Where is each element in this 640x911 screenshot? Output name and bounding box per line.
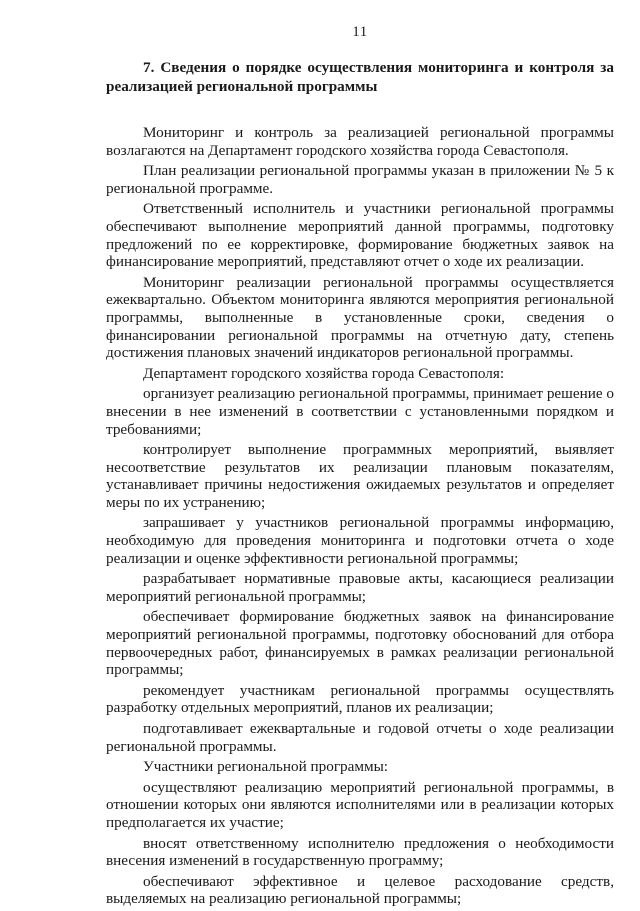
list-item-controls: контролирует выполнение программных мероприятий, выявляет несоответствие результатов их реализации плановым показателям, устанавливает причины недостижения ожидаемых результатов и определяет меры по их устранению; xyxy=(106,441,614,511)
paragraph-monitoring-responsibility: Мониторинг и контроль за реализацией региональной программы возлагаются на Департамент городского хозяйства города Севастополя. xyxy=(106,124,614,159)
list-item-recommends: рекомендует участникам региональной программы осуществлять разработку отдельных мероприятий, планов их реализации; xyxy=(106,681,614,717)
list-item-budget-requests: обеспечивает формирование бюджетных заявок на финансирование мероприятий региональной программы, подготовку обоснований для отбора первоочередных работ, финансируемых в рамках реализации региональной программы; xyxy=(106,608,614,679)
paragraph-participants-intro: Участники региональной программы: xyxy=(143,758,389,776)
list-item-participants-spending: обеспечивают эффективное и целевое расходование средств, выделяемых на реализацию региональной программы; xyxy=(106,872,614,908)
list-item-reports: подготавливает ежеквартальные и годовой отчеты о ходе реализации региональной программы. xyxy=(106,720,614,755)
paragraph-department-intro: Департамент городского хозяйства города Севастополя: xyxy=(143,364,505,382)
paragraph-implementation-plan: План реализации региональной программы указан в приложении № 5 к региональной программе. xyxy=(106,162,614,197)
list-item-participants-propose: вносят ответственному исполнителю предложения о необходимости внесения изменений в государственную программу; xyxy=(106,834,614,870)
list-item-participants-implement: осуществляют реализацию мероприятий региональной программы, в отношении которых они являются исполнителями или в реализации которых предполагается их участие; xyxy=(106,778,614,831)
list-item-requests: запрашивает у участников региональной программы информацию, необходимую для проведения мониторинга и подготовки отчета о ходе реализации и оценке эффективности региональной программы; xyxy=(106,514,614,567)
paragraph-quarterly-monitoring: Мониторинг реализации региональной программы осуществляется ежеквартально. Объектом мониторинга являются мероприятия региональной программы, выполненные в установленные сроки, сведения о финансировании региональной программы на отчетную дату, степень достижения плановых значений индикаторов региональной программы. xyxy=(106,273,614,362)
list-item-organizes: организует реализацию региональной программы, принимает решение о внесении в нее изменений в соответствии с установленными порядком и требованиями; xyxy=(106,385,614,438)
paragraph-executor-duties: Ответственный исполнитель и участники региональной программы обеспечивают выполнение мероприятий данной программы, подготовку предложений по ее корректировке, формирование бюджетных заявок на финансирование мероприятий, представляют отчет о ходе их реализации. xyxy=(106,200,614,271)
document-page xyxy=(106,24,614,908)
section-heading: 7. Сведения о порядке осуществления мониторинга и контроля за реализацией региональной программы xyxy=(106,59,614,95)
list-item-develops-acts: разрабатывает нормативные правовые акты, касающиеся реализации мероприятий региональной программы; xyxy=(106,570,614,605)
page-number: 11 xyxy=(352,24,368,40)
